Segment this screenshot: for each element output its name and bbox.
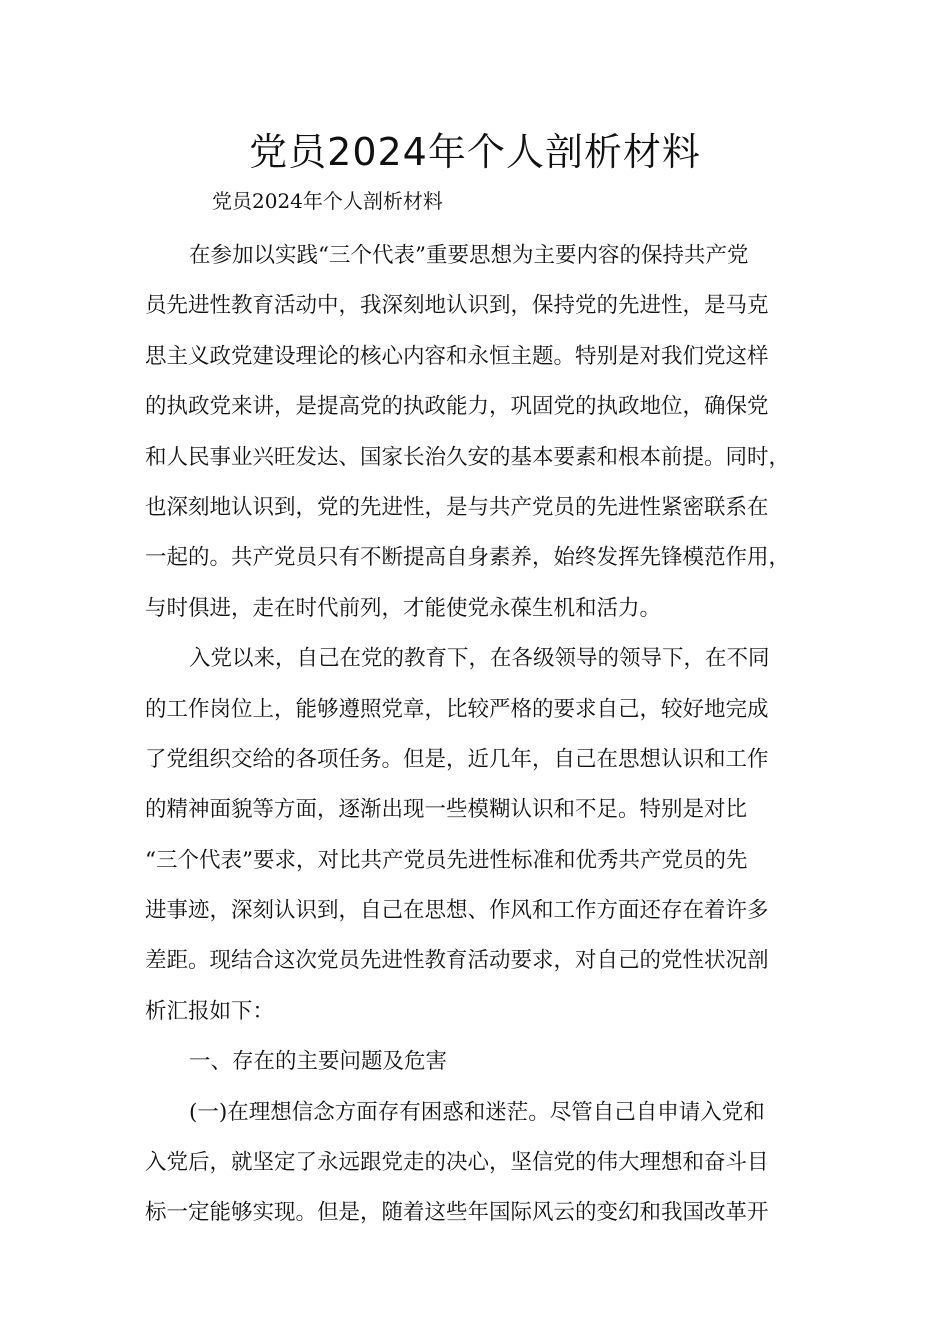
text-line: 和人民事业兴旺发达、国家长治久安的基本要素和根本前提。同时， xyxy=(145,444,791,470)
text-line: 入党后，就坚定了永远跟党走的决心，坚信党的伟大理想和奋斗目 xyxy=(145,1150,769,1176)
text-line: 差距。现结合这次党员先进性教育活动要求，对自己的党性状况剖 xyxy=(145,948,769,974)
text-line: 也深刻地认识到，党的先进性，是与共产党员的先进性紧密联系在 xyxy=(145,494,769,520)
document-body xyxy=(145,231,820,1239)
text-line: 一起的。共产党员只有不断提高自身素养，始终发挥先锋模范作用， xyxy=(145,545,791,571)
text-line: 标一定能够实现。但是，随着这些年国际风云的变幻和我国改革开 xyxy=(145,1200,769,1226)
document-subtitle: 党员2024年个人剖析材料 xyxy=(212,189,443,213)
text-line: 思主义政党建设理论的核心内容和永恒主题。特别是对我们党这样 xyxy=(145,343,769,369)
text-line: (一)在理想信念方面存有困惑和迷茫。尽管自己自申请入党和 xyxy=(189,1099,765,1125)
text-line: 员先进性教育活动中，我深刻地认识到，保持党的先进性，是马克 xyxy=(145,293,769,319)
text-line: 的工作岗位上，能够遵照党章，比较严格的要求自己，较好地完成 xyxy=(145,696,769,722)
text-line: 在参加以实践“三个代表”重要思想为主要内容的保持共产党 xyxy=(189,243,749,268)
text-line: 一、存在的主要问题及危害 xyxy=(189,1049,448,1075)
text-line: 的执政党来讲，是提高党的执政能力，巩固党的执政地位，确保党 xyxy=(145,394,769,420)
text-line: 进事迹，深刻认识到，自己在思想、作风和工作方面还存在着许多 xyxy=(145,898,769,924)
text-line: 了党组织交给的各项任务。但是，近几年，自己在思想认识和工作 xyxy=(145,746,769,772)
text-line: 的精神面貌等方面，逐渐出现一些模糊认识和不足。特别是对比 xyxy=(145,797,748,823)
text-line: “三个代表”要求，对比共产党员先进性标准和优秀共产党员的先 xyxy=(145,847,748,873)
text-line: 与时俱进，走在时代前列，才能使党永葆生机和活力。 xyxy=(145,595,662,621)
text-line: 析汇报如下： xyxy=(145,998,275,1024)
text-line: 入党以来，自己在党的教育下，在各级领导的领导下，在不同 xyxy=(189,646,770,672)
document-title: 党员2024年个人剖析材料 xyxy=(249,130,701,174)
